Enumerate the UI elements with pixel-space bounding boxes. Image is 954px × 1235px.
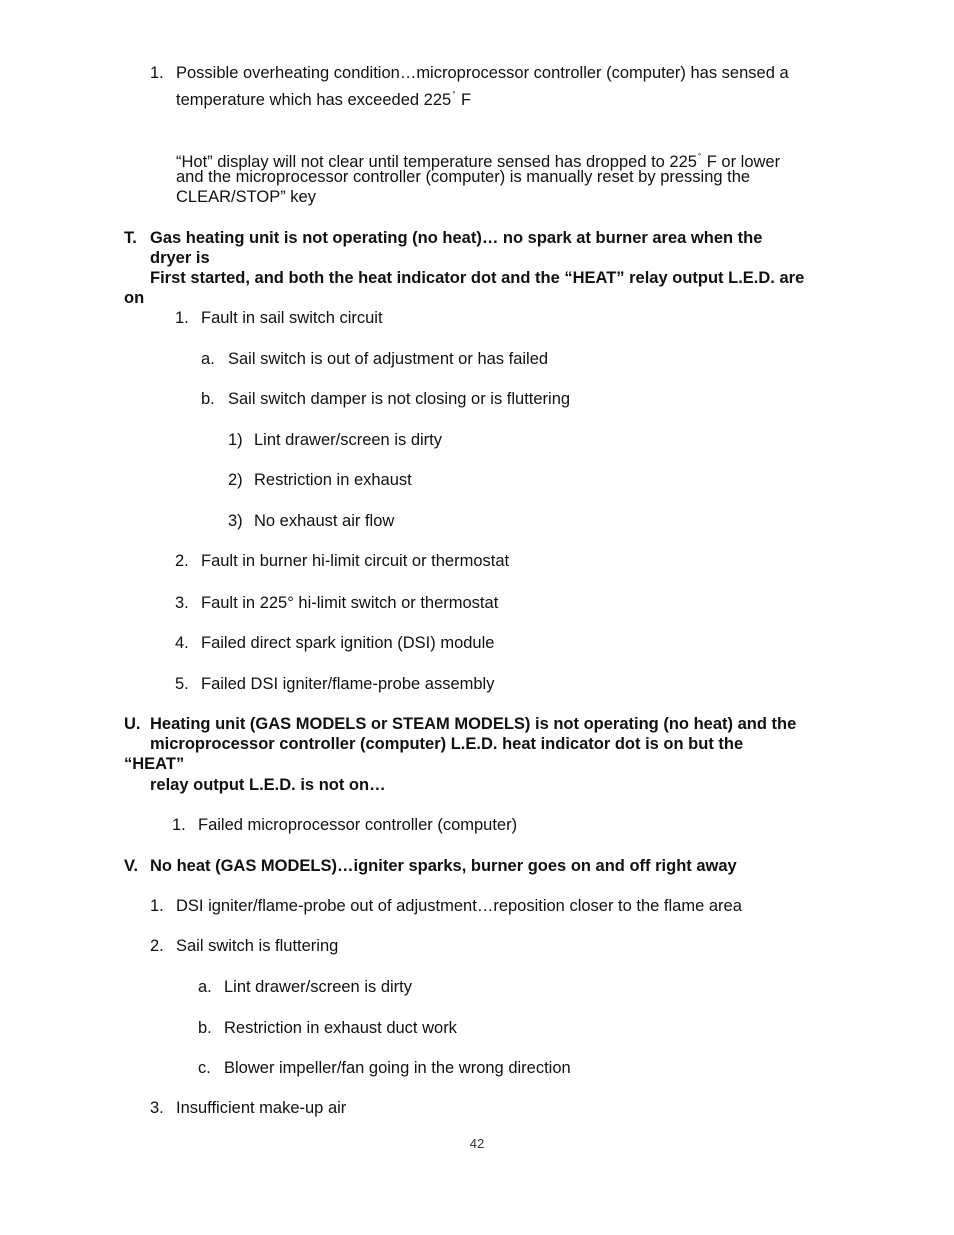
list-item-text: Fault in burner hi-limit circuit or thermostat xyxy=(201,552,510,570)
section-letter: T. xyxy=(124,229,137,247)
list-item-text: Failed microprocessor controller (computer) xyxy=(198,816,518,834)
list-marker: 1) xyxy=(228,431,243,449)
section-heading: First started, and both the heat indicator dot and the “HEAT” relay output L.E.D. are xyxy=(150,269,805,287)
list-marker: 3. xyxy=(175,594,189,612)
section-heading: relay output L.E.D. is not on… xyxy=(150,776,386,794)
list-item-text: Restriction in exhaust xyxy=(254,471,412,489)
list-marker: c. xyxy=(198,1059,211,1077)
list-marker: a. xyxy=(201,350,215,368)
list-item-text: Failed direct spark ignition (DSI) module xyxy=(201,634,495,652)
page-number: 42 xyxy=(469,1136,485,1151)
note-text: “Hot” display will not clear until temperature sensed has dropped to 225° F or lower xyxy=(176,152,781,171)
list-item-text: Blower impeller/fan going in the wrong direction xyxy=(224,1059,571,1077)
section-heading: Heating unit (GAS MODELS or STEAM MODELS) is not operating (no heat) and the xyxy=(150,715,797,733)
list-marker: 3. xyxy=(150,1099,164,1117)
list-item-text: Fault in 225° hi-limit switch or thermostat xyxy=(201,594,499,612)
section-heading: on xyxy=(124,289,145,307)
list-item-text: Fault in sail switch circuit xyxy=(201,309,383,327)
list-item-text: Insufficient make-up air xyxy=(176,1099,347,1117)
list-marker: a. xyxy=(198,978,212,996)
list-item-text: Failed DSI igniter/flame-probe assembly xyxy=(201,675,495,693)
list-item-text: Sail switch damper is not closing or is fluttering xyxy=(228,390,571,408)
note-text: and the microprocessor controller (computer) is manually reset by pressing the xyxy=(176,168,751,186)
list-marker: 1. xyxy=(150,897,164,915)
list-item-text: Lint drawer/screen is dirty xyxy=(254,431,442,449)
list-marker: 1. xyxy=(175,309,189,327)
list-item-text: No exhaust air flow xyxy=(254,512,395,530)
list-marker: 2) xyxy=(228,471,243,489)
list-item-text: DSI igniter/flame-probe out of adjustment…reposition closer to the flame area xyxy=(176,897,742,915)
section-letter: U. xyxy=(124,715,141,733)
section-heading: microprocessor controller (computer) L.E.D. heat indicator dot is on but the xyxy=(150,735,744,753)
list-marker: 2. xyxy=(175,552,189,570)
list-marker: 1. xyxy=(172,816,186,834)
list-item-text: Sail switch is out of adjustment or has failed xyxy=(228,350,549,368)
list-marker: b. xyxy=(201,390,215,408)
list-item-text: Lint drawer/screen is dirty xyxy=(224,978,412,996)
list-item-text: Sail switch is fluttering xyxy=(176,937,339,955)
list-marker: 4. xyxy=(175,634,189,652)
list-marker: 3) xyxy=(228,512,243,530)
list-marker: 5. xyxy=(175,675,189,693)
list-item-text: Possible overheating condition…microprocessor controller (computer) has sensed a xyxy=(176,64,789,82)
section-heading: Gas heating unit is not operating (no heat)… no spark at burner area when the xyxy=(150,229,763,247)
list-marker: 2. xyxy=(150,937,164,955)
section-letter: V. xyxy=(124,857,139,875)
section-heading: “HEAT” xyxy=(124,755,185,773)
list-marker: b. xyxy=(198,1019,212,1037)
section-heading: No heat (GAS MODELS)…igniter sparks, burner goes on and off right away xyxy=(150,857,737,875)
section-heading: dryer is xyxy=(150,249,210,267)
list-marker: 1. xyxy=(150,64,164,82)
list-item-text: temperature which has exceeded 225° F xyxy=(176,90,472,109)
note-text: CLEAR/STOP” key xyxy=(176,188,316,206)
list-item-text: Restriction in exhaust duct work xyxy=(224,1019,457,1037)
